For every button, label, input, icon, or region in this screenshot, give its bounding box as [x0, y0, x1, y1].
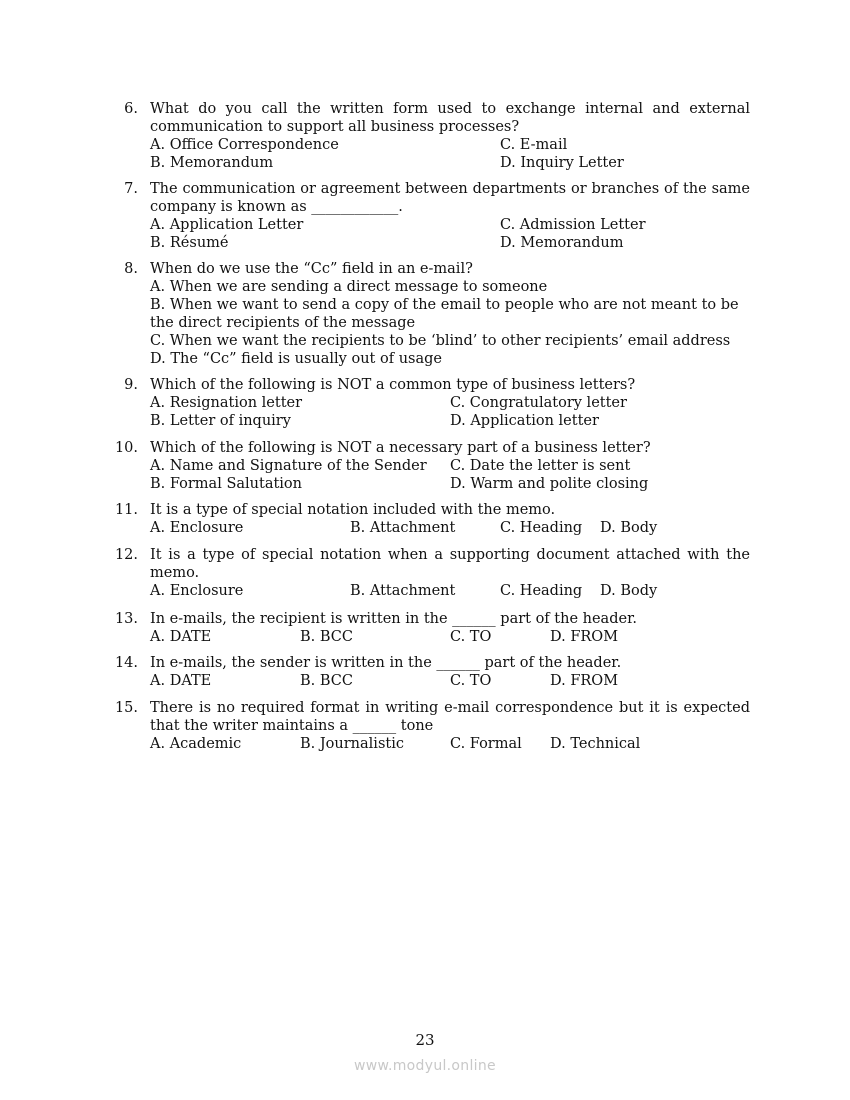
option-c: C. Heading	[500, 520, 583, 536]
watermark-text: www.modyul.online	[354, 1058, 496, 1074]
option-b: B. Journalistic	[300, 736, 404, 752]
option-c: C. Heading	[500, 583, 583, 599]
question-number: 14.	[114, 655, 138, 671]
question-number: 8.	[124, 261, 138, 277]
question-number: 12.	[114, 547, 138, 563]
option-b-continued: the direct recipients of the message	[150, 315, 416, 331]
option-c: C. TO	[450, 673, 492, 689]
option-b: B. Résumé	[150, 235, 229, 251]
option-a: A. DATE	[150, 673, 212, 689]
question-text: What do you call the written form used to exchange internal and external communication to support all business processes?	[150, 101, 750, 135]
option-d: D. FROM	[550, 629, 619, 645]
question-text: Which of the following is NOT a necessary part of a business letter?	[150, 440, 651, 456]
option-c: C. TO	[450, 629, 492, 645]
option-c: C. E-mail	[500, 137, 568, 153]
option-d: D. Technical	[550, 736, 641, 752]
question-number: 7.	[124, 181, 138, 197]
question-text: It is a type of special notation included with the memo.	[150, 502, 556, 518]
option-a: A. Enclosure	[150, 583, 244, 599]
option-c: C. Formal	[450, 736, 522, 752]
question-number: 11.	[114, 502, 138, 518]
option-d: D. FROM	[550, 673, 619, 689]
option-a: A. Office Correspondence	[150, 137, 339, 153]
option-a: A. When we are sending a direct message to someone	[150, 279, 548, 295]
question-number: 6.	[124, 101, 138, 117]
question-text: When do we use the “Cc” field in an e-mail?	[150, 261, 473, 277]
question-text: In e-mails, the recipient is written in the ______ part of the header.	[150, 611, 638, 627]
option-a: A. Resignation letter	[150, 395, 303, 411]
option-a: A. Enclosure	[150, 520, 244, 536]
option-b: B. When we want to send a copy of the email to people who are not meant to be	[150, 297, 739, 313]
option-c: C. Admission Letter	[500, 217, 646, 233]
option-c: C. Congratulatory letter	[450, 395, 627, 411]
question-number: 13.	[114, 611, 138, 627]
question-text: There is no required format in writing e-mail correspondence but it is expected that the writer maintains a ______ tone	[150, 700, 750, 734]
option-b: B. Attachment	[350, 520, 456, 536]
question-number: 15.	[114, 700, 138, 716]
option-a: A. Academic	[150, 736, 242, 752]
option-a: A. Name and Signature of the Sender	[150, 458, 427, 474]
question-text: The communication or agreement between departments or branches of the same company is known as ____________.	[150, 181, 750, 215]
option-c: C. Date the letter is sent	[450, 458, 631, 474]
option-c: C. When we want the recipients to be ‘blind’ to other recipients’ email address	[150, 333, 731, 349]
question-number: 9.	[124, 377, 138, 393]
option-a: A. DATE	[150, 629, 212, 645]
option-d: D. Application letter	[450, 413, 599, 429]
option-b: B. BCC	[300, 629, 353, 645]
option-d: D. Memorandum	[500, 235, 624, 251]
option-d: D. Warm and polite closing	[450, 476, 649, 492]
question-text: In e-mails, the sender is written in the ______ part of the header.	[150, 655, 622, 671]
question-number: 10.	[114, 440, 138, 456]
option-d: D. Body	[600, 520, 658, 536]
option-d: D. Body	[600, 583, 658, 599]
question-text: Which of the following is NOT a common type of business letters?	[150, 377, 636, 393]
page-number: 23	[415, 1031, 435, 1049]
option-b: B. Attachment	[350, 583, 456, 599]
option-b: B. BCC	[300, 673, 353, 689]
option-b: B. Letter of inquiry	[150, 413, 291, 429]
option-d: D. The “Cc” field is usually out of usage	[150, 351, 442, 367]
option-b: B. Formal Salutation	[150, 476, 303, 492]
question-text: It is a type of special notation when a supporting document attached with the memo.	[150, 547, 750, 581]
option-d: D. Inquiry Letter	[500, 155, 624, 171]
option-a: A. Application Letter	[150, 217, 304, 233]
option-b: B. Memorandum	[150, 155, 274, 171]
